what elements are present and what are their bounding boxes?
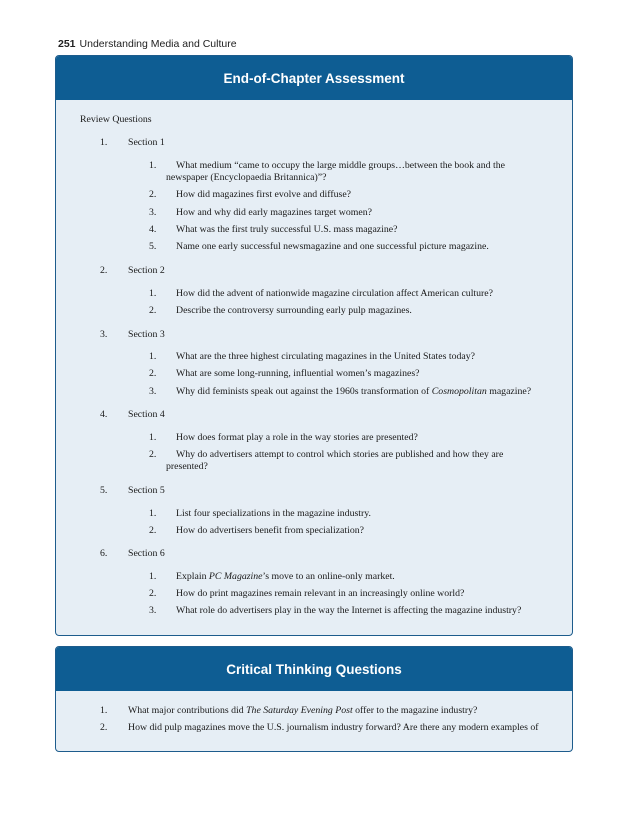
question-text: What are the three highest circulating magazines in the United States today? bbox=[176, 351, 475, 362]
running-head bbox=[58, 38, 237, 50]
question-number: 1. bbox=[149, 508, 157, 519]
book-title: Understanding Media and Culture bbox=[79, 38, 237, 50]
question-number: 1. bbox=[149, 288, 157, 299]
question-text: Describe the controversy surrounding early pulp magazines. bbox=[176, 305, 412, 316]
question-text: Name one early successful newsmagazine and one successful picture magazine. bbox=[176, 241, 489, 252]
question-text: How did the advent of nationwide magazine circulation affect American culture? bbox=[176, 288, 494, 299]
question-number: 1. bbox=[149, 351, 157, 362]
section-number: 3. bbox=[100, 329, 108, 340]
section-number: 6. bbox=[100, 548, 108, 559]
review-questions-label: Review Questions bbox=[80, 114, 152, 125]
question-number: 2. bbox=[149, 525, 157, 536]
question-line: newspaper (Encyclopaedia Britannica)”? bbox=[166, 172, 327, 183]
section-number: 2. bbox=[100, 265, 108, 276]
question-number: 1. bbox=[149, 571, 157, 582]
question-number: 2. bbox=[149, 368, 157, 379]
question-number: 2. bbox=[149, 305, 157, 316]
assessment-title: End-of-Chapter Assessment bbox=[56, 56, 572, 100]
question-text bbox=[128, 705, 568, 717]
section-title: Section 3 bbox=[128, 329, 165, 340]
question-text: How did magazines first evolve and diffuse? bbox=[176, 189, 352, 200]
question-text-part: What major contributions did bbox=[128, 705, 247, 716]
magazine-title: Cosmopolitan bbox=[431, 386, 487, 397]
section-title: Section 5 bbox=[128, 485, 165, 496]
question-text bbox=[166, 160, 551, 184]
section-title: Section 6 bbox=[128, 548, 165, 559]
question-text: How do print magazines remain relevant in an increasingly online world? bbox=[176, 588, 465, 599]
question-text bbox=[176, 571, 551, 583]
section-title: Section 4 bbox=[128, 409, 165, 420]
critical-thinking-title: Critical Thinking Questions bbox=[56, 647, 572, 691]
question-text-part: Explain bbox=[176, 571, 209, 582]
section-number: 5. bbox=[100, 485, 108, 496]
question-number: 3. bbox=[149, 207, 157, 218]
question-text-part: offer to the magazine industry? bbox=[352, 705, 478, 716]
question-text: What are some long-running, influential women’s magazines? bbox=[176, 368, 420, 379]
question-number: 3. bbox=[149, 386, 157, 397]
question-number: 1. bbox=[149, 432, 157, 443]
question-line: What medium “came to occupy the large middle groups…between the book and the bbox=[176, 160, 505, 171]
question-number: 1. bbox=[149, 160, 157, 171]
question-number: 2. bbox=[149, 189, 157, 200]
question-text bbox=[176, 386, 551, 398]
question-number: 2. bbox=[149, 449, 157, 460]
question-text: How and why did early magazines target women? bbox=[176, 207, 372, 218]
question-text-part: magazine? bbox=[486, 386, 532, 397]
question-number: 3. bbox=[149, 605, 157, 616]
question-number: 4. bbox=[149, 224, 157, 235]
question-text: How does format play a role in the way stories are presented? bbox=[176, 432, 418, 443]
assessment-box bbox=[55, 55, 573, 636]
question-text bbox=[166, 449, 551, 473]
question-number: 5. bbox=[149, 241, 157, 252]
section-number: 1. bbox=[100, 137, 108, 148]
question-text-part: Why did feminists speak out against the 1960s transformation of bbox=[176, 386, 432, 397]
question-text: What role do advertisers play in the way the Internet is affecting the magazine industry? bbox=[176, 605, 522, 616]
section-title: Section 1 bbox=[128, 137, 165, 148]
question-text-part: ’s move to an online-only market. bbox=[262, 571, 395, 582]
question-line: Why do advertisers attempt to control which stories are published and how they are bbox=[176, 449, 504, 460]
magazine-title: PC Magazine bbox=[208, 571, 263, 582]
question-number: 2. bbox=[149, 588, 157, 599]
magazine-title: The Saturday Evening Post bbox=[246, 705, 353, 716]
question-text: What was the first truly successful U.S. mass magazine? bbox=[176, 224, 398, 235]
page-number: 251 bbox=[58, 38, 76, 50]
section-title: Section 2 bbox=[128, 265, 165, 276]
question-number: 2. bbox=[100, 722, 108, 733]
question-text: List four specializations in the magazine industry. bbox=[176, 508, 371, 519]
question-number: 1. bbox=[100, 705, 108, 716]
question-text: How did pulp magazines move the U.S. journalism industry forward? Are there any modern examples of bbox=[128, 722, 539, 733]
section-number: 4. bbox=[100, 409, 108, 420]
critical-thinking-box bbox=[55, 646, 573, 752]
question-line: presented? bbox=[166, 461, 208, 472]
question-text: How do advertisers benefit from specialization? bbox=[176, 525, 364, 536]
